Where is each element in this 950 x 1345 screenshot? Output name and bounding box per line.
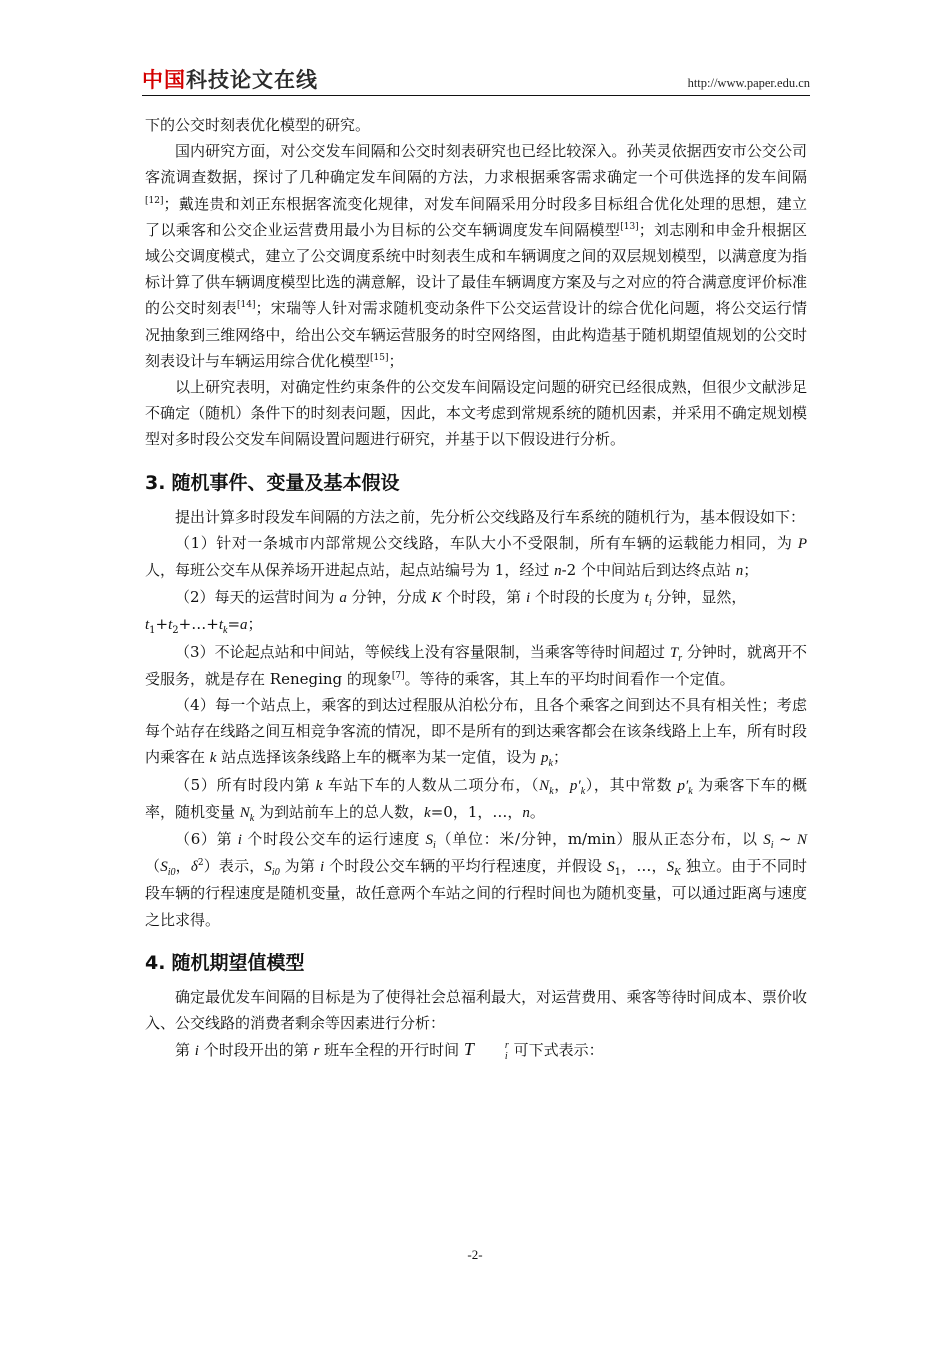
section-4-heading: 4. 随机期望值模型 bbox=[145, 951, 305, 974]
citation-15[interactable]: [15] bbox=[370, 352, 389, 363]
page-body bbox=[145, 112, 807, 1117]
paragraph-summary: 以上研究表明，对确定性约束条件的公交发车间隔设定问题的研究已经很成熟，但很少文献涉足不确定（随机）条件下的时刻表问题，因此，本文考虑到常规系统的随机因素，并采用不确定规划模型对多时段公交发车间隔设置问题进行研究，并基于以下假设进行分析。 bbox=[145, 378, 807, 449]
section-3-intro: 提出计算多时段发车间隔的方法之前，先分析公交线路及行车系统的随机行为，基本假设如下： bbox=[175, 507, 806, 526]
page-number: -2- bbox=[467, 1247, 483, 1262]
logo-dark-text: 科技论文在线 bbox=[186, 68, 318, 92]
page-header bbox=[142, 56, 810, 94]
assumption-2: （2）每天的运营时间为 a 分钟，分成 K 个时段，第 i 个时段的长度为 $t_i$ 分钟，显然， $t_1+t_2+\dots+t_k=a$； bbox=[145, 588, 747, 637]
citation-14[interactable]: [14] bbox=[236, 300, 256, 311]
citation-12[interactable]: [12] bbox=[145, 195, 164, 206]
assumption-6: （6）第 i 个时段公交车的运行速度 $S_i$（单位：米/分钟，m/min）服从正态分布，以 $S_i$ ~ $N(S_{i0}$，$\delta^2$）表示，$S_{i0}$ 为第 i 个时段公交车辆的平均行程速度，并假设 $S_1$，…，$S_K$ 独立。由于不同时段车辆的行程速度是随机变量，故任意两个车站之间的行程时间也为随机变量，可以通过距离与速度之比求得。 bbox=[145, 830, 807, 929]
header-divider bbox=[142, 95, 810, 96]
site-logo[interactable] bbox=[142, 64, 318, 94]
assumption-5: （5）所有时段内第 k 车站下车的人数从二项分布，（$N_k$，$p'_k$），其中常数 $p'_k$ 为乘客下车的概率，随机变量 $N_k$ 为到站前车上的总人数，k=0，1，…，n。 bbox=[145, 775, 807, 824]
assumption-3: （3）不论起点站和中间站，等候线上没有容量限制，当乘客等待时间超过 $T_r$ 分钟时，就离开不受服务，就是存在 Reneging 的现象[7]。等待的乘客，其上车的平均时间看作一个定值。 bbox=[145, 642, 807, 688]
citation-13[interactable]: [13] bbox=[620, 221, 639, 232]
assumption-4: （4）每一个站点上，乘客的到达过程服从泊松分布，且各个乘客之间到达不具有相关性；考虑每个站存在线路之间互相竞争客流的情况，即不是所有的到达乘客都会在该条线路上上车，所有时段内乘客在 k 站点选择该条线路上车的概率为某一定值，设为 $p_k$； bbox=[145, 696, 807, 770]
header-url[interactable]: http://www.paper.edu.cn bbox=[687, 76, 810, 90]
section-3-heading: 3. 随机事件、变量及基本假设 bbox=[145, 471, 400, 494]
equation-placeholder bbox=[145, 1065, 807, 1117]
section-4-paragraph-2: 第 i 个时段开出的第 r 班车全程的开行时间 T r i 可下式表示： bbox=[175, 1039, 604, 1063]
assumption-1: （1）针对一条城市内部常规公交线路，车队大小不受限制，所有车辆的运载能力相同，为 P 人，每班公交车从保养场开进起点站，起点站编号为 1，经过 n-2 个中间站后到达终点站 n； bbox=[145, 533, 807, 580]
paragraph-domestic-research: 国内研究方面，对公交发车间隔和公交时刻表研究也已经比较深入。孙芙灵依据西安市公交公司客流调查数据，探讨了几种确定发车间隔的方法，力求根据乘客需求确定一个可供选择的发车间隔[12]；戴连贵和刘正东根据客流变化规律，对发车间隔采用分时段多目标组合优化处理的思想，建立了以乘客和公交企业运营费用最小为目标的公交车辆调度发车间隔模型[13]；刘志刚和申金升根据区域公交调度模式，建立了公交调度系统中时刻表生成和车辆调度之间的双层规划模型，以满意度为指标计算了供车辆调度模型比选的满意解，设计了最佳车辆调度方案及与之对应的符合满意度评价标准的公交时刻表[14]；宋瑞等人针对需求随机变动条件下公交运营设计的综合优化问题，将公交运行情况抽象到三维网络中，给出公交车辆运营服务的时空网络图，由此构造基于随机期望值规划的公交时刻表设计与车辆运用综合优化模型[15]； bbox=[145, 142, 807, 370]
section-4-paragraph-1: 确定最优发车间隔的目标是为了使得社会总福利最大，对运营费用、乘客等待时间成本、票价收入、公交线路的消费者剩余等因素进行分析： bbox=[145, 987, 807, 1033]
citation-7[interactable]: [7] bbox=[391, 670, 405, 681]
paragraph-continued: 下的公交时刻表优化模型的研究。 bbox=[145, 116, 371, 134]
logo-red-text: 中国 bbox=[142, 68, 186, 92]
